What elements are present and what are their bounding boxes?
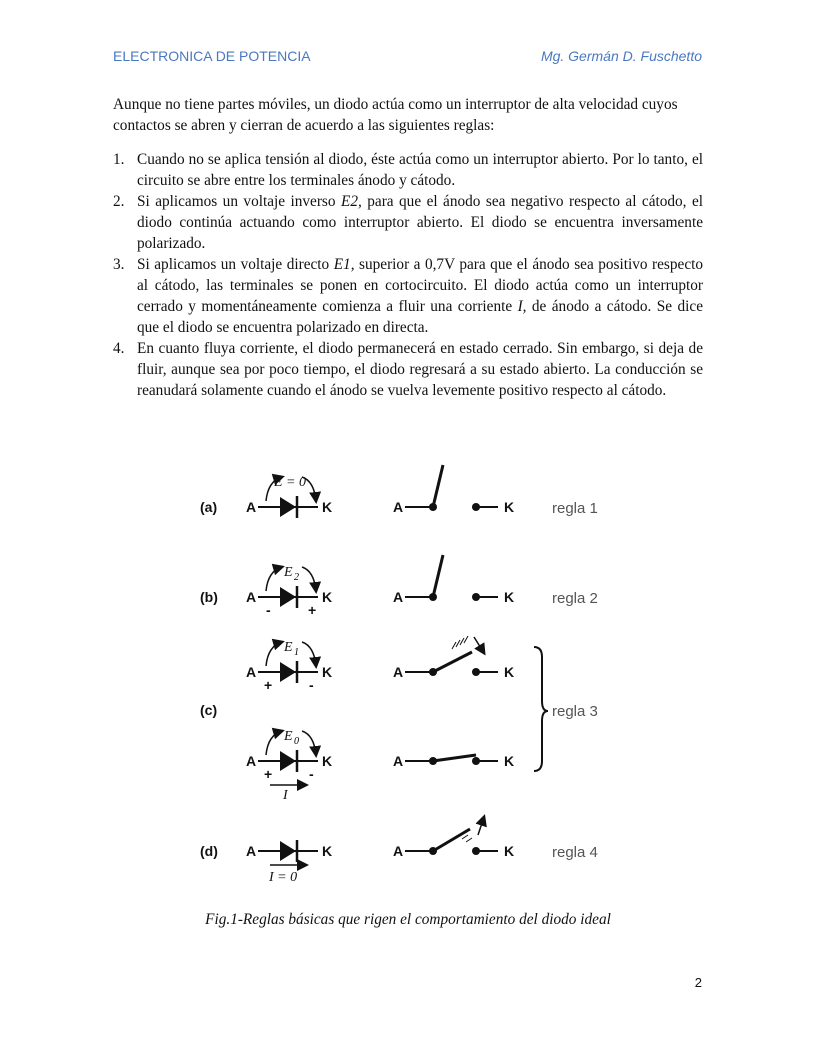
- rule-text-pre: Si aplicamos un voltaje directo: [137, 256, 334, 273]
- cathode-label: K: [322, 664, 333, 680]
- anode-label: A: [246, 753, 257, 769]
- minus-sign: -: [266, 602, 271, 618]
- brace: [534, 647, 548, 771]
- switch-anode-label: A: [393, 753, 404, 769]
- rule-number: 4.: [113, 340, 125, 357]
- row-c-conducting: [246, 729, 514, 803]
- rule-number: 3.: [113, 256, 125, 273]
- rule-voltage-symbol: E1,: [333, 256, 355, 273]
- switch-anode-label: A: [393, 499, 404, 515]
- regla-label: regla 4: [552, 844, 598, 861]
- diode-symbol: [280, 587, 296, 607]
- diode-symbol: [280, 841, 296, 861]
- rule-item-2: [113, 191, 703, 254]
- row-a: [200, 465, 598, 518]
- switch-cathode-label: K: [504, 843, 515, 859]
- voltage-subscript: 2: [294, 572, 299, 583]
- plus-sign: +: [264, 766, 273, 782]
- anode-label: A: [246, 499, 257, 515]
- diode-symbol: [280, 751, 296, 771]
- cathode-label: K: [322, 499, 333, 515]
- regla-label: regla 2: [552, 590, 598, 607]
- row-c-forward: [246, 636, 514, 693]
- intro-paragraph: Aunque no tiene partes móviles, un diodo actúa como un interruptor de alta velocidad cuyos contactos se abren y cierran de acuerdo a las siguientes reglas:: [113, 96, 678, 134]
- rule-number: 1.: [113, 151, 125, 168]
- voltage-label: E: [284, 640, 293, 655]
- anode-label: A: [246, 589, 257, 605]
- switch-anode-label: A: [393, 664, 404, 680]
- page-number: 2: [694, 975, 702, 990]
- row-label-c: (c): [200, 702, 218, 718]
- current-zero-label: I = 0: [269, 870, 298, 885]
- rule-text: Cuando no se aplica tensión al diodo, éste actúa como un interruptor abierto. Por lo tanto, el circuito se abre entre los terminales ánodo y cátodo.: [137, 151, 703, 189]
- plus-sign: +: [308, 602, 317, 618]
- rule-item-1: [113, 149, 703, 191]
- cathode-label: K: [322, 843, 333, 859]
- rule-text: En cuanto fluya corriente, el diodo permanecerá en estado cerrado. Sin embargo, si deja de fluir, aunque sea por poco tiempo, el diodo regresará a su estado abierto. La conducción se reanudará solamente cuando el ánodo se vuelva levemente positivo respecto al cátodo.: [137, 340, 703, 399]
- cathode-label: K: [322, 589, 333, 605]
- header-title: ELECTRONICA DE POTENCIA: [113, 48, 311, 64]
- rule-text-post: de ánodo a cátodo. Se dice que el diodo se encuentra polarizado en directa.: [137, 298, 703, 336]
- switch-cathode-label: K: [504, 753, 515, 769]
- row-label-a: (a): [200, 499, 218, 515]
- plus-sign: +: [264, 677, 273, 693]
- header-author: Mg. Germán D. Fuschetto: [540, 48, 702, 64]
- current-label: I: [283, 788, 288, 803]
- voltage-subscript: 1: [294, 647, 299, 658]
- row-b: [200, 555, 598, 618]
- diode-rules-figure: [190, 455, 630, 895]
- diode-symbol: [280, 662, 296, 682]
- voltage-subscript: 0: [294, 736, 299, 747]
- minus-sign: -: [309, 677, 314, 693]
- anode-label: A: [246, 664, 257, 680]
- switch-anode-label: A: [393, 843, 404, 859]
- row-d: [200, 817, 598, 885]
- switch-cathode-label: K: [504, 499, 515, 515]
- switch-anode-label: A: [393, 589, 404, 605]
- cathode-label: K: [322, 753, 333, 769]
- voltage-label: E = 0: [274, 475, 306, 490]
- rule-number: 2.: [113, 193, 125, 210]
- switch-cathode-label: K: [504, 589, 515, 605]
- figure-caption: Fig.1-Reglas básicas que rigen el comportamiento del diodo ideal: [205, 911, 611, 928]
- diode-symbol: [280, 497, 296, 517]
- rule-current-symbol: I,: [517, 298, 527, 315]
- minus-sign: -: [309, 766, 314, 782]
- regla-label: regla 1: [552, 500, 598, 517]
- rule-item-4: [113, 338, 703, 401]
- voltage-label: E: [284, 729, 293, 744]
- rule-item-3: [113, 254, 703, 338]
- rule-voltage-symbol: E2,: [340, 193, 362, 210]
- switch-cathode-label: K: [504, 664, 515, 680]
- rules-list: [113, 149, 703, 401]
- row-label-b: (b): [200, 589, 218, 605]
- regla-label: regla 3: [552, 703, 598, 720]
- row-label-d: (d): [200, 843, 218, 859]
- rule-text-pre: Si aplicamos un voltaje inverso: [137, 193, 341, 210]
- rule-text-mid: superior a 0,7V para que el ánodo sea positivo respecto al cátodo, las terminales se ponen en cortocircuito. El diodo actúa como un interruptor cerrado y momentáneamente comienza a fluir una corriente: [137, 256, 704, 315]
- anode-label: A: [246, 843, 257, 859]
- voltage-label: E: [284, 565, 293, 580]
- rule-text-post: para que el ánodo sea negativo respecto al cátodo, el diodo continúa actuando como interruptor abierto. El diodo se encuentra inversamente polarizado.: [137, 193, 703, 252]
